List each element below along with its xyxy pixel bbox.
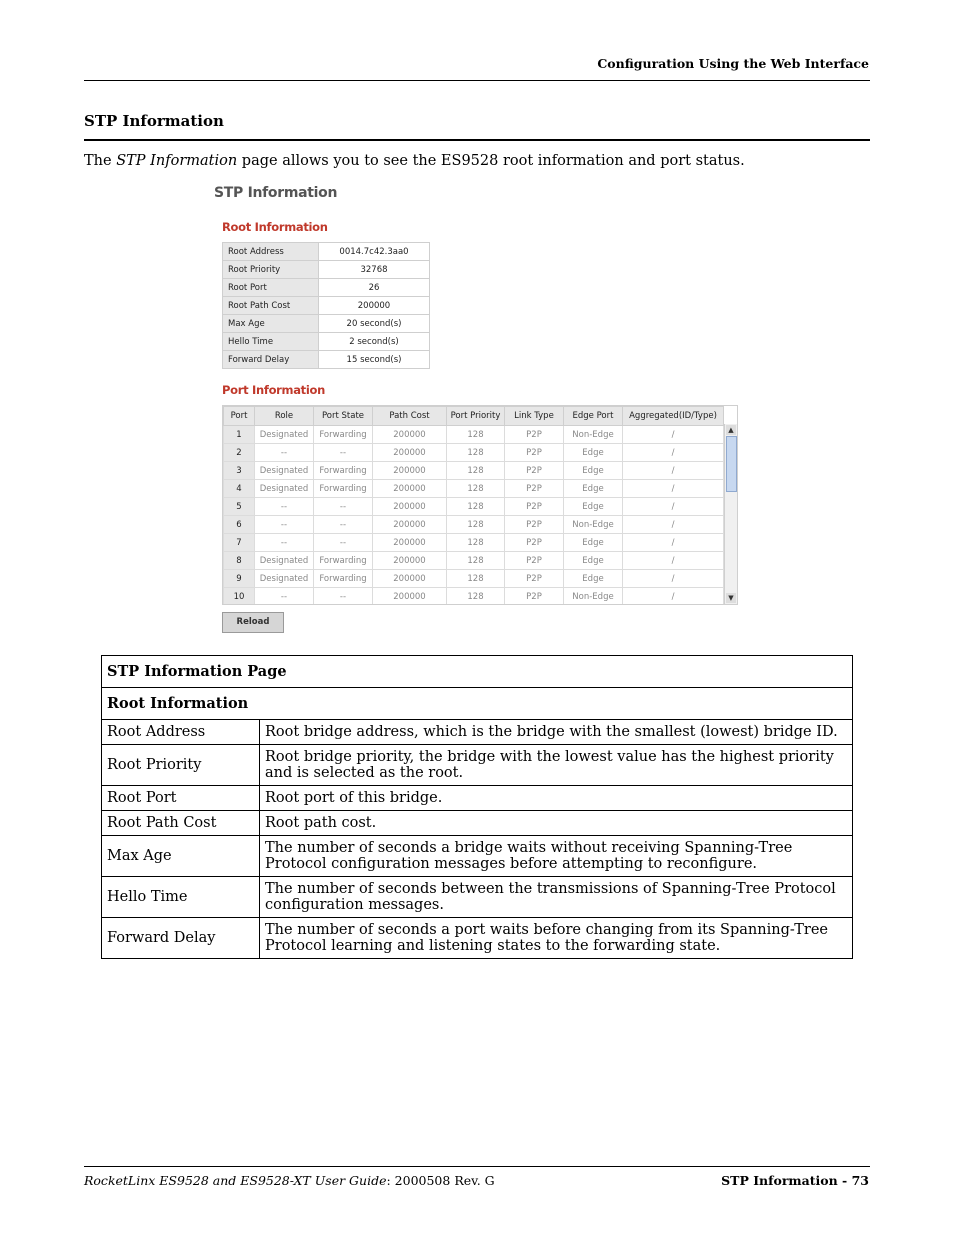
port-cell: Forwarding <box>314 480 373 498</box>
port-cell: / <box>623 498 724 516</box>
description-term: Root Priority <box>102 745 260 786</box>
port-cell: -- <box>255 516 314 534</box>
description-text: Root port of this bridge. <box>260 786 853 811</box>
description-text: Root bridge address, which is the bridge with the smallest (lowest) bridge ID. <box>260 720 853 745</box>
scroll-down-arrow-icon[interactable]: ▼ <box>726 593 736 603</box>
port-cell: P2P <box>505 552 564 570</box>
port-cell: 200000 <box>373 426 447 444</box>
description-table <box>101 655 853 959</box>
port-cell: 128 <box>447 426 505 444</box>
port-cell: Non-Edge <box>564 426 623 444</box>
root-info-label: Hello Time <box>223 333 319 351</box>
reload-button[interactable]: Reload <box>222 612 284 633</box>
port-cell: Edge <box>564 480 623 498</box>
port-cell: -- <box>314 516 373 534</box>
port-cell: / <box>623 444 724 462</box>
port-column-header: Path Cost <box>373 407 447 426</box>
port-cell: 4 <box>224 480 255 498</box>
port-cell: 8 <box>224 552 255 570</box>
port-column-header: Port <box>224 407 255 426</box>
root-info-value: 26 <box>319 279 430 297</box>
port-cell: Non-Edge <box>564 588 623 606</box>
port-cell: P2P <box>505 588 564 606</box>
port-cell: 200000 <box>373 534 447 552</box>
root-info-row <box>223 351 430 369</box>
root-info-label: Root Path Cost <box>223 297 319 315</box>
port-cell: 128 <box>447 462 505 480</box>
port-cell: / <box>623 588 724 606</box>
port-column-header: Aggregated(ID/Type) <box>623 407 724 426</box>
port-cell: Edge <box>564 552 623 570</box>
description-term: Forward Delay <box>102 918 260 959</box>
root-info-label: Max Age <box>223 315 319 333</box>
description-term: Root Path Cost <box>102 811 260 836</box>
description-row <box>102 786 853 811</box>
port-row <box>224 588 724 606</box>
port-cell: / <box>623 570 724 588</box>
port-cell: P2P <box>505 480 564 498</box>
port-cell: Forwarding <box>314 462 373 480</box>
port-cell: Edge <box>564 534 623 552</box>
description-term: Root Address <box>102 720 260 745</box>
port-cell: 2 <box>224 444 255 462</box>
port-cell: Forwarding <box>314 570 373 588</box>
port-column-header: Role <box>255 407 314 426</box>
port-cell: Designated <box>255 480 314 498</box>
root-info-value: 32768 <box>319 261 430 279</box>
description-row <box>102 720 853 745</box>
root-info-label: Root Port <box>223 279 319 297</box>
description-row <box>102 745 853 786</box>
root-info-heading: Root Information <box>222 220 328 234</box>
port-row <box>224 426 724 444</box>
port-cell: Forwarding <box>314 426 373 444</box>
port-cell: 128 <box>447 480 505 498</box>
port-cell: 128 <box>447 498 505 516</box>
port-cell: P2P <box>505 462 564 480</box>
root-info-value: 2 second(s) <box>319 333 430 351</box>
port-cell: 200000 <box>373 462 447 480</box>
port-cell: -- <box>314 534 373 552</box>
port-cell: 200000 <box>373 552 447 570</box>
port-cell: Designated <box>255 552 314 570</box>
root-info-value: 15 second(s) <box>319 351 430 369</box>
port-info-table <box>223 406 724 605</box>
page-header-title: Configuration Using the Web Interface <box>597 56 869 71</box>
description-table-subtitle: Root Information <box>102 688 853 720</box>
port-cell: -- <box>255 588 314 606</box>
root-info-label: Forward Delay <box>223 351 319 369</box>
port-cell: 128 <box>447 570 505 588</box>
port-cell: Non-Edge <box>564 516 623 534</box>
port-row <box>224 534 724 552</box>
port-cell: P2P <box>505 426 564 444</box>
description-term: Root Port <box>102 786 260 811</box>
port-column-header: Port State <box>314 407 373 426</box>
port-cell: 200000 <box>373 444 447 462</box>
section-rule <box>84 139 870 141</box>
port-cell: 6 <box>224 516 255 534</box>
port-row <box>224 570 724 588</box>
port-cell: P2P <box>505 534 564 552</box>
root-info-row <box>223 261 430 279</box>
port-row <box>224 462 724 480</box>
port-row <box>224 480 724 498</box>
port-column-header: Port Priority <box>447 407 505 426</box>
footer-page-number: STP Information - 73 <box>721 1173 869 1188</box>
port-cell: 200000 <box>373 498 447 516</box>
port-cell: Edge <box>564 498 623 516</box>
port-cell: Designated <box>255 426 314 444</box>
port-cell: P2P <box>505 516 564 534</box>
description-term: Max Age <box>102 836 260 877</box>
header-rule <box>84 80 870 81</box>
intro-paragraph: The STP Information page allows you to see the ES9528 root information and port status. <box>84 153 745 169</box>
port-cell: 1 <box>224 426 255 444</box>
port-cell: 128 <box>447 552 505 570</box>
port-cell: -- <box>255 498 314 516</box>
root-info-label: Root Priority <box>223 261 319 279</box>
footer-left: RocketLinx ES9528 and ES9528-XT User Guide: 2000508 Rev. G <box>84 1173 495 1188</box>
port-cell: 200000 <box>373 588 447 606</box>
port-cell: 128 <box>447 534 505 552</box>
port-row <box>224 498 724 516</box>
scroll-up-arrow-icon[interactable]: ▲ <box>726 425 736 435</box>
port-cell: -- <box>255 444 314 462</box>
port-cell: Designated <box>255 570 314 588</box>
port-info-panel <box>222 405 738 605</box>
port-cell: / <box>623 426 724 444</box>
root-info-row <box>223 279 430 297</box>
port-cell: -- <box>255 534 314 552</box>
description-text: The number of seconds a port waits before changing from its Spanning-Tree Protocol learning and listening states to the forwarding state. <box>260 918 853 959</box>
port-cell: P2P <box>505 570 564 588</box>
description-text: The number of seconds between the transmissions of Spanning-Tree Protocol configuration messages. <box>260 877 853 918</box>
root-info-table <box>222 242 430 369</box>
port-column-header: Link Type <box>505 407 564 426</box>
port-cell: Designated <box>255 462 314 480</box>
port-cell: Forwarding <box>314 552 373 570</box>
description-row <box>102 836 853 877</box>
root-info-value: 200000 <box>319 297 430 315</box>
port-row <box>224 444 724 462</box>
description-text: Root bridge priority, the bridge with the lowest value has the highest priority and is selected as the root. <box>260 745 853 786</box>
port-table-scrollbar[interactable] <box>724 424 737 604</box>
root-info-row <box>223 243 430 261</box>
description-text: Root path cost. <box>260 811 853 836</box>
description-text: The number of seconds a bridge waits without receiving Spanning-Tree Protocol configuration messages before attempting to reconfigure. <box>260 836 853 877</box>
port-column-header: Edge Port <box>564 407 623 426</box>
root-info-label: Root Address <box>223 243 319 261</box>
port-cell: / <box>623 534 724 552</box>
port-cell: 200000 <box>373 570 447 588</box>
root-info-row <box>223 333 430 351</box>
description-table-title: STP Information Page <box>102 656 853 688</box>
port-cell: 128 <box>447 516 505 534</box>
ui-page-title: STP Information <box>214 185 338 201</box>
port-cell: 200000 <box>373 516 447 534</box>
port-cell: -- <box>314 588 373 606</box>
port-cell: P2P <box>505 444 564 462</box>
root-info-row <box>223 297 430 315</box>
port-cell: Edge <box>564 444 623 462</box>
root-info-row <box>223 315 430 333</box>
section-title: STP Information <box>84 112 224 130</box>
port-cell: / <box>623 462 724 480</box>
description-term: Hello Time <box>102 877 260 918</box>
port-cell: Edge <box>564 462 623 480</box>
port-cell: P2P <box>505 498 564 516</box>
port-cell: 9 <box>224 570 255 588</box>
port-row <box>224 516 724 534</box>
root-info-value: 20 second(s) <box>319 315 430 333</box>
port-cell: / <box>623 480 724 498</box>
port-cell: 128 <box>447 588 505 606</box>
scroll-thumb[interactable] <box>726 436 737 492</box>
port-cell: 7 <box>224 534 255 552</box>
port-info-heading: Port Information <box>222 383 326 397</box>
root-info-value: 0014.7c42.3aa0 <box>319 243 430 261</box>
port-cell: -- <box>314 498 373 516</box>
port-cell: -- <box>314 444 373 462</box>
description-row <box>102 811 853 836</box>
port-cell: 5 <box>224 498 255 516</box>
description-row <box>102 877 853 918</box>
port-cell: / <box>623 552 724 570</box>
port-cell: 200000 <box>373 480 447 498</box>
port-cell: 10 <box>224 588 255 606</box>
footer-rule <box>84 1166 870 1167</box>
port-cell: Edge <box>564 570 623 588</box>
port-cell: 3 <box>224 462 255 480</box>
port-cell: 128 <box>447 444 505 462</box>
description-row <box>102 918 853 959</box>
port-cell: / <box>623 516 724 534</box>
port-row <box>224 552 724 570</box>
